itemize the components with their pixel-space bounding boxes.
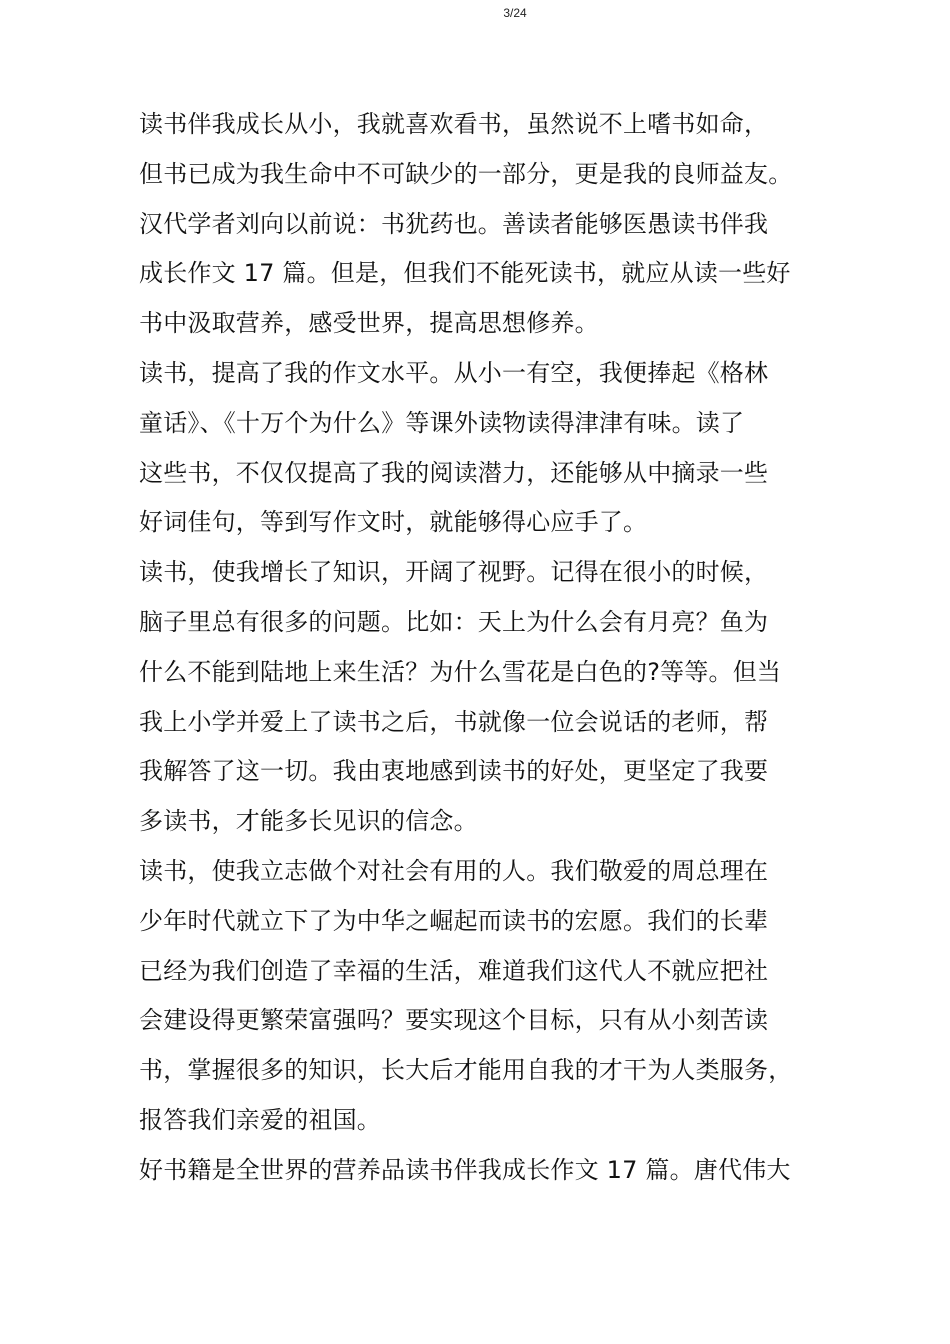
text-line: 我解答了这一切。我由衷地感到读书的好处，更坚定了我要 [139,757,769,786]
text-line: 读书伴我成长从小，我就喜欢看书，虽然说不上嗜书如命， [139,110,769,138]
text-line: 会建设得更繁荣富强吗？要实现这个目标，只有从小刻苦读 [139,1006,769,1035]
text-line: 已经为我们创造了幸福的生活，难道我们这代人不就应把社 [139,956,769,985]
text-line: 脑子里总有很多的问题。比如：天上为什么会有月亮？鱼为 [139,607,769,636]
text-line: 成长作文 17 篇。但是，但我们不能死读书，就应从读一些好 [139,259,791,288]
text-line: 这些书，不仅仅提高了我的阅读潜力，还能够从中摘录一些 [139,458,769,487]
text-line: 书，掌握很多的知识，长大后才能用自我的才干为人类服务， [139,1056,793,1085]
text-line: 读书，使我增长了知识，开阔了视野。记得在很小的时候， [139,558,769,587]
text-line: 少年时代就立下了为中华之崛起而读书的宏愿。我们的长辈 [139,906,769,935]
text-line: 好书籍是全世界的营养品读书伴我成长作文 17 篇。唐代伟大 [139,1155,791,1184]
document-body [139,100,839,1196]
text-line: 多读书，才能多长见识的信念。 [139,807,478,836]
text-line: 什么不能到陆地上来生活？为什么雪花是白色的?等等。但当 [139,657,782,686]
text-line: 汉代学者刘向以前说：书犹药也。善读者能够医愚读书伴我 [139,209,769,238]
text-line: 童话》、《十万个为什么》等课外读物读得津津有味。读了 [139,408,745,437]
text-line: 我上小学并爱上了读书之后，书就像一位会说话的老师，帮 [139,707,769,736]
text-line: 报答我们亲爱的祖国。 [139,1105,381,1134]
text-line: 书中汲取营养，感受世界，提高思想修养。 [139,309,599,338]
text-line: 读书，使我立志做个对社会有用的人。我们敬爱的周总理在 [139,856,769,885]
page-number: 3/24 [503,6,527,20]
text-line: 好词佳句，等到写作文时，就能够得心应手了。 [139,508,648,537]
text-line: 读书，提高了我的作文水平。从小一有空，我便捧起《格林 [139,358,769,387]
text-line: 但书已成为我生命中不可缺少的一部分，更是我的良师益友。 [139,159,793,188]
